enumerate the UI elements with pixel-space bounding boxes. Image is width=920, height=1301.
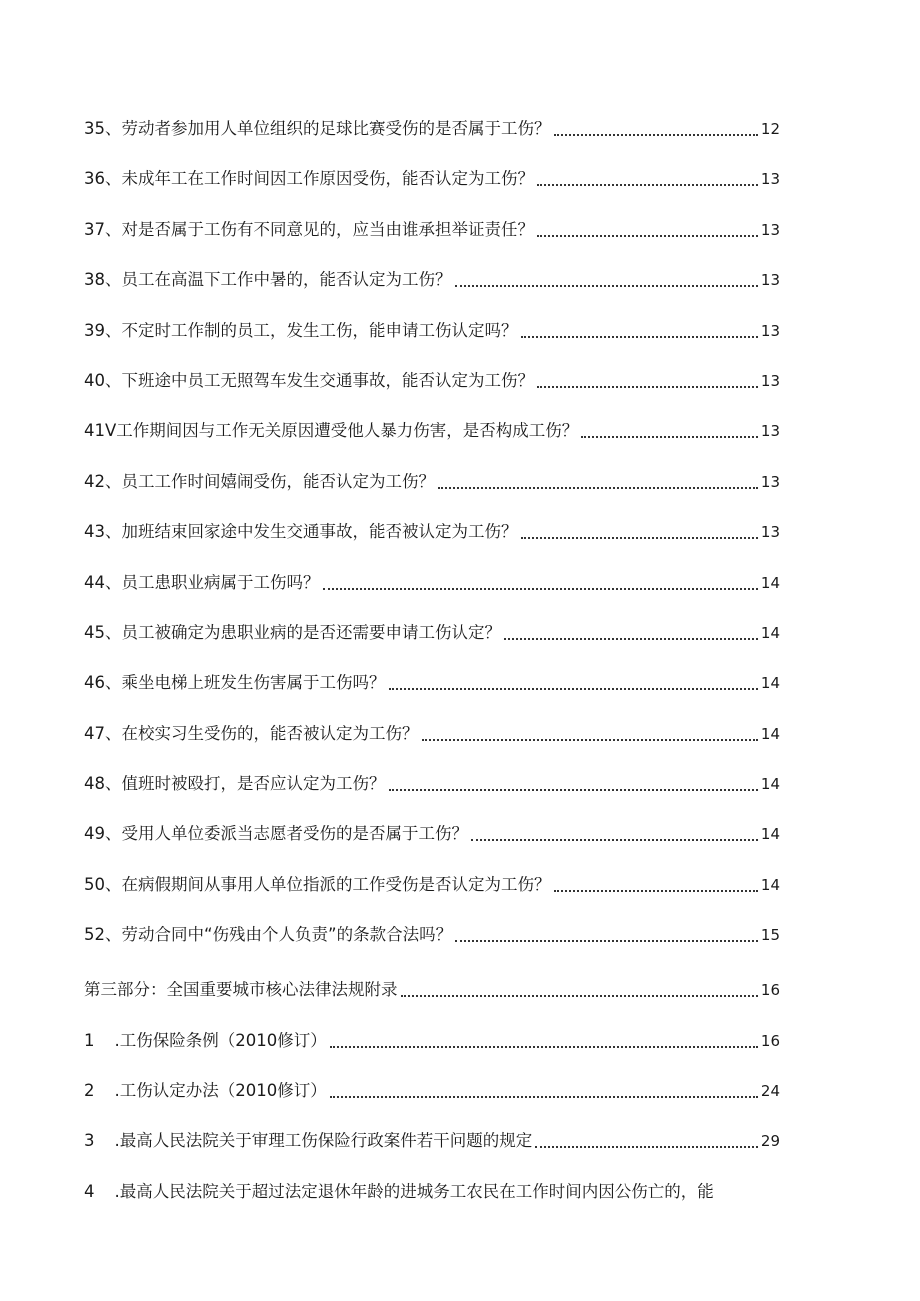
toc-entry-text: 47、在校实习生受伤的，能否被认定为工伤？ xyxy=(84,723,419,743)
toc-appendix-title: .最高人民法院关于审理工伤保险行政案件若干问题的规定 xyxy=(114,1131,533,1151)
toc-page-number: 14 xyxy=(760,775,780,794)
toc-appendix-title: .最高人民法院关于超过法定退休年龄的进城务工农民在工作时间内因公伤亡的，能 xyxy=(114,1181,714,1201)
toc-page-number: 13 xyxy=(760,321,780,340)
toc-entry-text: 49、受用人单位委派当志愿者受伤的是否属于工伤？ xyxy=(84,824,468,844)
toc-leader-dots xyxy=(389,687,758,690)
toc-leader-dots xyxy=(537,234,758,237)
toc-page-number: 14 xyxy=(760,825,780,844)
toc-leader-dots xyxy=(422,738,758,741)
toc-page-number: 13 xyxy=(760,170,780,189)
toc-page-number: 16 xyxy=(760,1031,780,1050)
toc-appendix-number: 3 xyxy=(84,1131,95,1151)
toc-entry-text: 42、员工工作时间嬉闹受伤，能否认定为工伤？ xyxy=(84,471,435,491)
toc-entry-37[interactable] xyxy=(84,194,780,244)
toc-entry-text xyxy=(84,1026,330,1056)
toc-page-number: 13 xyxy=(760,422,780,441)
toc-leader-dots xyxy=(554,133,758,136)
toc-page-number: 13 xyxy=(760,220,780,239)
toc-page-number: 13 xyxy=(760,523,780,542)
toc-leader-dots xyxy=(535,1145,758,1148)
toc-page-number: 12 xyxy=(760,120,780,138)
table-of-contents xyxy=(84,114,780,1207)
toc-page-number: 14 xyxy=(760,623,780,642)
toc-appendix-title: .工伤保险条例（2010修订） xyxy=(114,1030,327,1050)
toc-entry-text xyxy=(84,1126,535,1156)
toc-entry-35[interactable] xyxy=(84,114,780,144)
toc-page-number: 13 xyxy=(760,371,780,390)
toc-appendix-number: 1 xyxy=(84,1030,95,1050)
toc-entry-36[interactable] xyxy=(84,144,780,194)
toc-entry-text: 46、乘坐电梯上班发生伤害属于工伤吗？ xyxy=(84,673,386,693)
toc-leader-dots xyxy=(330,1045,758,1048)
toc-entry-42[interactable] xyxy=(84,446,780,496)
toc-part-title: 第三部分：全国重要城市核心法律法规附录 xyxy=(84,980,398,1000)
toc-leader-dots xyxy=(471,838,758,841)
toc-entry-50[interactable] xyxy=(84,849,780,899)
toc-part-three[interactable] xyxy=(84,950,780,1005)
toc-entry-48[interactable] xyxy=(84,749,780,799)
toc-entry-41[interactable] xyxy=(84,396,780,446)
toc-appendix-2[interactable] xyxy=(84,1056,780,1106)
toc-page-number: 13 xyxy=(760,472,780,491)
toc-leader-dots xyxy=(455,284,758,287)
toc-page-number: 14 xyxy=(760,875,780,894)
toc-leader-dots xyxy=(521,335,758,338)
toc-appendix-number: 4 xyxy=(84,1181,95,1201)
toc-entry-text: 48、值班时被殴打，是否应认定为工伤？ xyxy=(84,774,386,794)
toc-page-number: 16 xyxy=(760,981,780,1000)
toc-leader-dots xyxy=(521,536,758,539)
toc-page-number: 15 xyxy=(760,926,780,945)
toc-entry-45[interactable] xyxy=(84,598,780,648)
toc-leader-dots xyxy=(455,939,758,942)
toc-leader-dots xyxy=(554,889,758,892)
toc-appendix-title: .工伤认定办法（2010修订） xyxy=(114,1081,327,1101)
toc-leader-dots xyxy=(330,1095,758,1098)
toc-leader-dots xyxy=(401,994,758,997)
toc-appendix-3[interactable] xyxy=(84,1106,780,1156)
toc-leader-dots xyxy=(537,183,758,186)
toc-entry-text: 40、下班途中员工无照驾车发生交通事故，能否认定为工伤？ xyxy=(84,370,534,390)
toc-entry-40[interactable] xyxy=(84,346,780,396)
toc-entry-text: 39、不定时工作制的员工，发生工伤，能申请工伤认定吗？ xyxy=(84,320,518,340)
toc-entry-49[interactable] xyxy=(84,799,780,849)
toc-entry-text: 36、未成年工在工作时间因工作原因受伤，能否认定为工伤？ xyxy=(84,169,534,189)
toc-leader-dots xyxy=(537,385,758,388)
toc-leader-dots xyxy=(581,435,758,438)
toc-entry-52[interactable] xyxy=(84,900,780,950)
toc-entry-44[interactable] xyxy=(84,547,780,597)
toc-entry-text: 52、劳动合同中“伤残由个人负责”的条款合法吗？ xyxy=(84,925,453,945)
toc-page-number: 13 xyxy=(760,271,780,290)
toc-entry-text: 44、员工患职业病属于工伤吗？ xyxy=(84,572,320,592)
toc-page-number: 14 xyxy=(760,674,780,693)
toc-entry-text: 38、员工在高温下工作中暑的，能否认定为工伤？ xyxy=(84,270,452,290)
toc-leader-dots xyxy=(504,637,758,640)
toc-page-number: 14 xyxy=(760,573,780,592)
toc-appendix-4[interactable] xyxy=(84,1156,780,1206)
toc-appendix-number: 2 xyxy=(84,1081,95,1101)
toc-entry-text: 43、加班结束回家途中发生交通事故，能否被认定为工伤？ xyxy=(84,522,518,542)
toc-entry-text xyxy=(84,1177,717,1207)
toc-entry-47[interactable] xyxy=(84,698,780,748)
toc-entry-text: 37、对是否属于工伤有不同意见的，应当由谁承担举证责任？ xyxy=(84,219,534,239)
toc-entry-39[interactable] xyxy=(84,295,780,345)
toc-entry-38[interactable] xyxy=(84,245,780,295)
toc-leader-dots xyxy=(389,788,758,791)
toc-entry-43[interactable] xyxy=(84,497,780,547)
toc-page-number: 14 xyxy=(760,724,780,743)
toc-leader-dots xyxy=(323,587,758,590)
toc-page-number: 24 xyxy=(760,1082,780,1101)
toc-entry-text: 41V工作期间因与工作无关原因遭受他人暴力伤害，是否构成工伤？ xyxy=(84,421,579,441)
toc-entry-text xyxy=(84,1076,330,1106)
toc-page-number: 29 xyxy=(760,1132,780,1151)
toc-entry-text: 45、员工被确定为患职业病的是否还需要申请工伤认定？ xyxy=(84,622,501,642)
toc-entry-46[interactable] xyxy=(84,648,780,698)
toc-leader-dots xyxy=(438,486,758,489)
toc-entry-text: 50、在病假期间从事用人单位指派的工作受伤是否认定为工伤？ xyxy=(84,874,551,894)
toc-appendix-1[interactable] xyxy=(84,1005,780,1055)
toc-entry-text: 35、劳动者参加用人单位组织的足球比赛受伤的是否属于工伤？ xyxy=(84,119,551,138)
